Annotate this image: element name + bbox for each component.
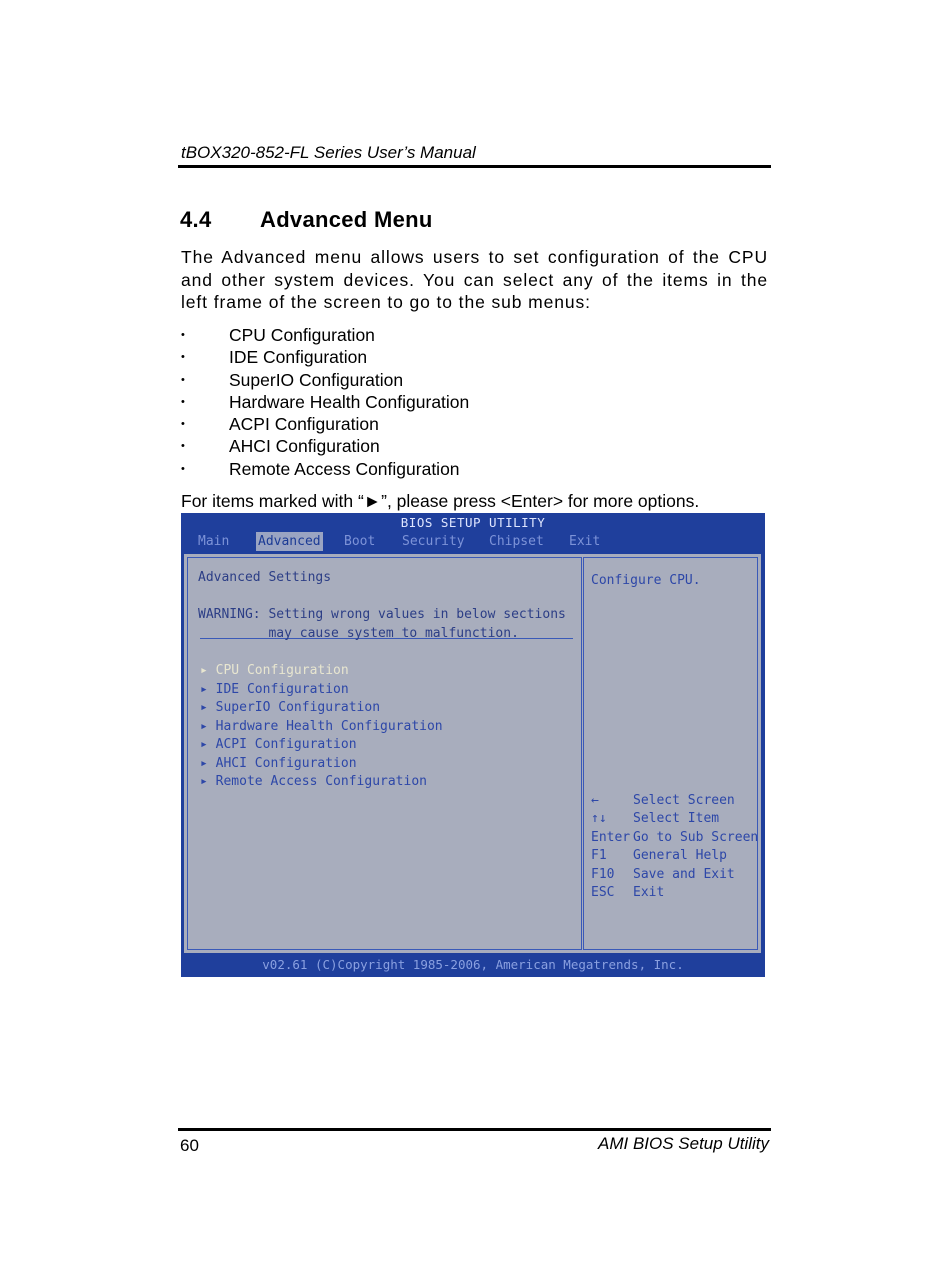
bios-key-row: F1 General Help — [591, 848, 727, 863]
list-item: • Remote Access Configuration — [181, 458, 460, 479]
bios-key-row: ESC Exit — [591, 885, 665, 900]
bios-title: BIOS SETUP UTILITY — [400, 515, 546, 530]
bullet-icon: • — [181, 462, 185, 475]
bios-tab-boot[interactable]: Boot — [344, 534, 376, 549]
bullet-icon: • — [181, 418, 185, 431]
bios-tab-advanced[interactable]: Advanced — [258, 534, 321, 549]
list-item: • IDE Configuration — [181, 347, 368, 368]
bios-item-superio[interactable]: ▸ SuperIO Configuration — [200, 700, 381, 715]
bios-warning-line1: WARNING: Setting wrong values in below sections — [198, 607, 566, 622]
bios-item-ide[interactable]: ▸ IDE Configuration — [200, 682, 349, 697]
list-item: • Hardware Health Configuration — [181, 391, 470, 412]
bios-screenshot — [181, 513, 765, 977]
bios-item-hardware-health[interactable]: ▸ Hardware Health Configuration — [200, 719, 443, 734]
bios-copyright: v02.61 (C)Copyright 1985-2006, American Megatrends, Inc. — [262, 957, 684, 972]
bios-menu-bar — [181, 532, 765, 552]
submenu-arrow-icon: ▸ — [200, 774, 208, 789]
bios-key-row: ↑↓ Select Item — [591, 811, 720, 826]
bios-help-text: Configure CPU. — [591, 573, 701, 588]
left-arrow-icon: ← — [591, 793, 599, 808]
bios-warning-line2: may cause system to malfunction. — [198, 626, 519, 641]
list-item: • ACPI Configuration — [181, 414, 379, 435]
bios-tab-security[interactable]: Security — [402, 534, 465, 549]
bullet-icon: • — [181, 351, 185, 364]
bios-key-row: Enter Go to Sub Screen — [591, 830, 759, 845]
bios-item-acpi[interactable]: ▸ ACPI Configuration — [200, 737, 357, 752]
bios-item-ahci[interactable]: ▸ AHCI Configuration — [200, 756, 357, 771]
bios-key-row: F10 Save and Exit — [591, 867, 735, 882]
list-item: • SuperIO Configuration — [181, 369, 404, 390]
submenu-list — [181, 324, 469, 480]
bios-key-row: ← Select Screen — [591, 793, 735, 808]
submenu-arrow-icon: ▸ — [200, 682, 208, 697]
header-rule — [178, 165, 771, 168]
submenu-arrow-icon: ▸ — [200, 663, 208, 678]
bullet-icon: • — [181, 373, 185, 386]
submenu-arrow-icon: ▸ — [200, 719, 208, 734]
submenu-arrow-icon: ▸ — [200, 737, 208, 752]
bios-settings-title: Advanced Settings — [198, 570, 332, 585]
bios-tab-exit[interactable]: Exit — [569, 534, 601, 549]
footer-rule — [178, 1128, 771, 1131]
bios-tab-chipset[interactable]: Chipset — [489, 534, 544, 549]
list-item: • AHCI Configuration — [181, 436, 380, 457]
bios-item-remote-access[interactable]: ▸ Remote Access Configuration — [200, 774, 427, 789]
section-title: Advanced Menu — [260, 207, 433, 232]
section-intro: The Advanced menu allows users to set configuration of the CPU and other system devices. You can select any of the items in the left frame of the screen to go to the sub menus: — [181, 247, 768, 312]
page-number: 60 — [180, 1136, 199, 1155]
bullet-icon: • — [181, 395, 185, 408]
list-item: • CPU Configuration — [181, 325, 375, 345]
manual-title: tBOX320-852-FL Series User’s Manual — [181, 143, 476, 162]
bios-tab-main[interactable]: Main — [198, 534, 230, 549]
bios-item-cpu[interactable]: ▸ CPU Configuration — [200, 663, 349, 678]
section-heading — [180, 207, 433, 233]
section-number: 4.4 — [180, 207, 212, 232]
chapter-title: AMI BIOS Setup Utility — [598, 1134, 769, 1153]
enter-note: For items marked with “►”, please press <Enter> for more options. — [181, 491, 700, 511]
up-down-arrow-icon: ↑↓ — [591, 811, 607, 826]
submenu-arrow-icon: ▸ — [200, 756, 208, 771]
bios-panel — [184, 554, 761, 953]
bullet-icon: • — [181, 440, 185, 453]
bullet-icon: • — [181, 329, 185, 341]
submenu-arrow-icon: ▸ — [200, 700, 208, 715]
